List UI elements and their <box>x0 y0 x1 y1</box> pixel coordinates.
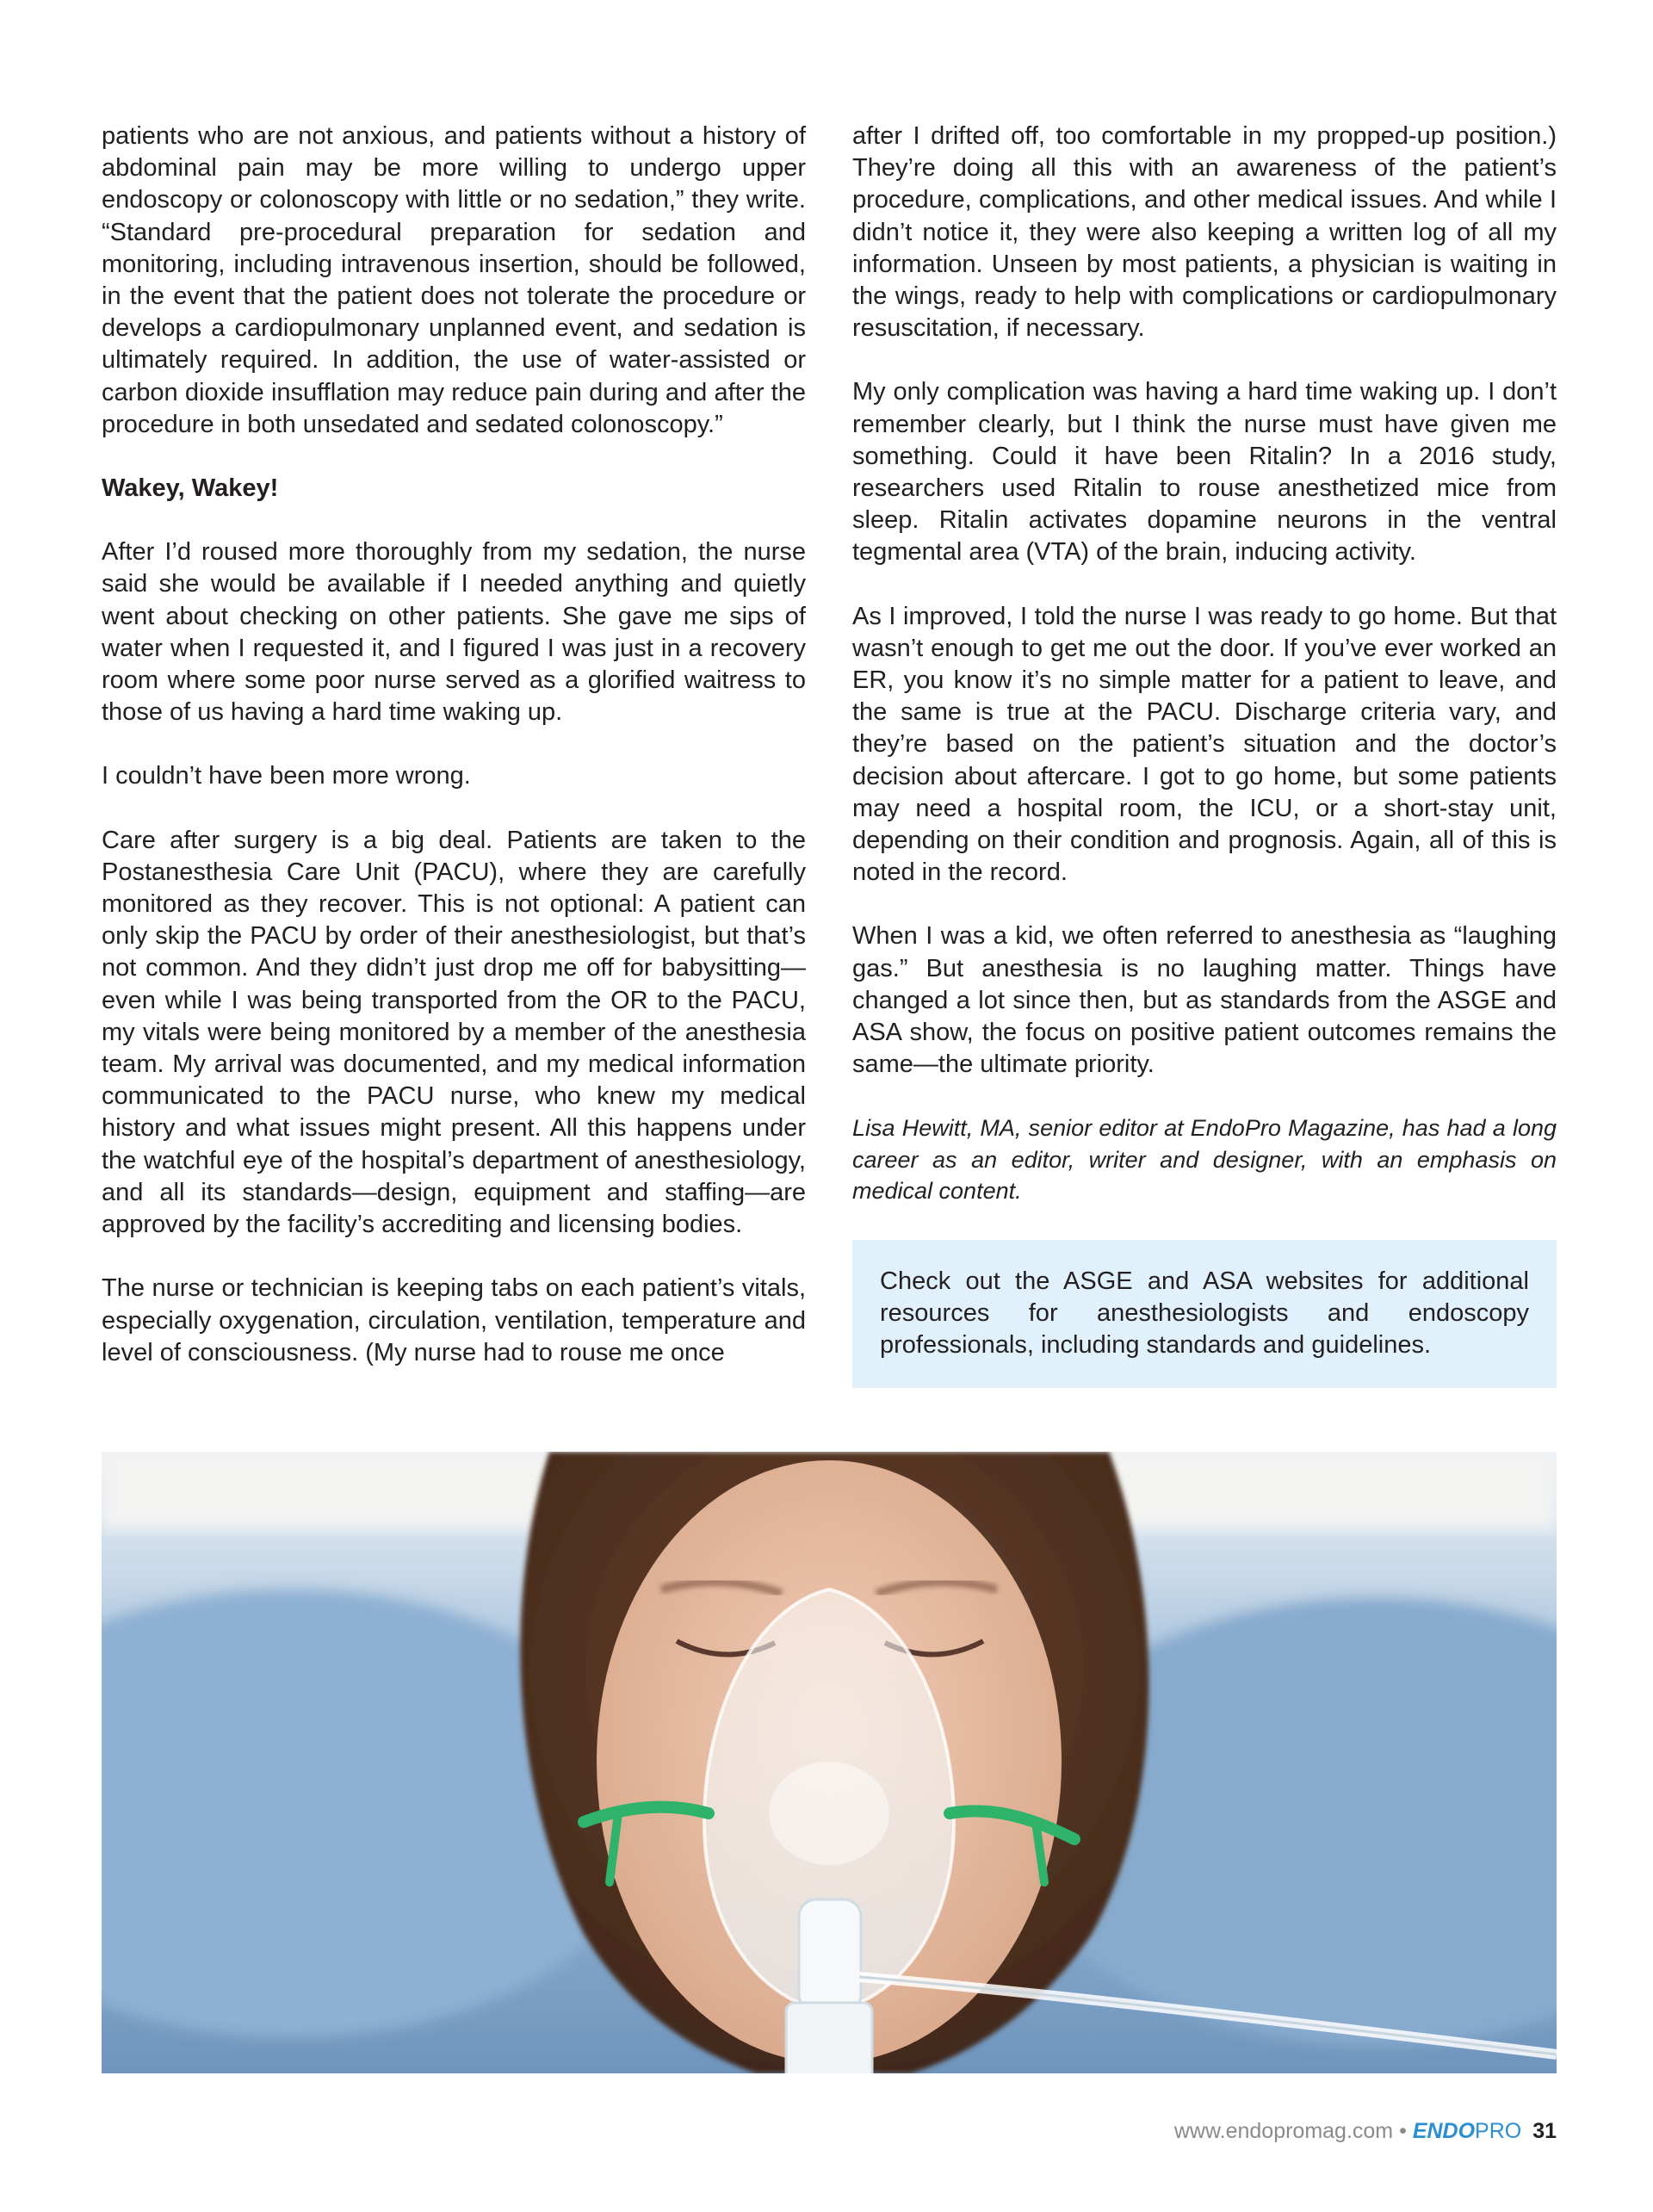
body-paragraph: after I drifted off, too comfortable in my propped-up position.) They’re doing all this with an awareness of the patient’s procedure, complications, and other medical issues. And while I didn’t notice it, they were also keeping a written log of all my information. Unseen by most patients, a physician is waiting in the wings, ready to help with complications or cardiopulmonary resuscitation, if necessary. <box>852 122 1557 343</box>
page-footer <box>1174 2117 1557 2145</box>
brand-logo-endo: ENDO <box>1412 2119 1476 2143</box>
right-column <box>852 121 1557 1239</box>
body-paragraph: As I improved, I told the nurse I was ready to go home. But that wasn’t enough to get me out the door. If you’ve ever worked an ER, you know it’s no simple matter for a patient to leave, and the same is true at the PACU. Discharge criteria vary, and they’re based on the patient’s situation and the doctor’s decision about aftercare. I got to go home, but some patients may need a hospital room, the ICU, or a short-stay unit, depending on their condition and prognosis. Again, all of this is noted in the record. <box>852 602 1557 887</box>
left-column <box>102 121 806 1401</box>
patient-oxygen-mask-photo <box>102 1452 1557 2073</box>
body-paragraph: I couldn’t have been more wrong. <box>102 762 471 790</box>
body-paragraph: The nurse or technician is keeping tabs on each patient’s vitals, especially oxygenation, circulation, ventilation, temperature and level of consciousness. (My nurse had to rouse me once <box>102 1274 806 1366</box>
resources-callout-box <box>852 1240 1557 1388</box>
footer-separator: • <box>1399 2119 1407 2143</box>
body-paragraph: After I’d roused more thoroughly from my sedation, the nurse said she would be available if I needed anything and quietly went about checking on other patients. She gave me sips of water when I requested it, and I figured I was just in a recovery room where some poor nurse served as a glorified waitress to those of us having a hard time waking up. <box>102 538 806 727</box>
footer-url: www.endopromag.com <box>1173 2119 1394 2143</box>
section-subhead: Wakey, Wakey! <box>102 474 279 503</box>
body-paragraph: Care after surgery is a big deal. Patients are taken to the Postanesthesia Care Unit (PACU), where they are carefully monitored as they recover. This is not optional: A patient can only skip the PACU by order of their anesthesiologist, but that’s not common. And they didn’t just drop me off for babysitting—even while I was being transported from the OR to the PACU, my vitals were being monitored by a member of the anesthesia team. My arrival was documented, and my medical information communicated to the PACU nurse, who knew my medical history and what issues might present. All this happens under the watchful eye of the hospital’s department of anesthesiology, and all its standards—design, equipment and staffing—are approved by the facility’s accrediting and licensing bodies. <box>102 826 806 1239</box>
body-paragraph: When I was a kid, we often referred to anesthesia as “laughing gas.” But anesthesia is no laughing matter. Things have changed a lot since then, but as standards from the ASGE and ASA show, the focus on positive patient outcomes remains the same—the ultimate priority. <box>852 922 1557 1079</box>
callout-text: Check out the ASGE and ASA websites for additional resources for anesthesiologists and endoscopy professionals, including standards and guidelines. <box>880 1267 1529 1360</box>
author-byline: Lisa Hewitt, MA, senior editor at EndoPro Magazine, has had a long career as an editor, writer and designer, with an emphasis on medical content. <box>852 1115 1557 1205</box>
body-paragraph: My only complication was having a hard time waking up. I don’t remember clearly, but I think the nurse must have given me something. Could it have been Ritalin? In a 2016 study, researchers used Ritalin to rouse anesthetized mice from sleep. Ritalin activates dopamine neurons in the ventral tegmental area (VTA) of the brain, inducing activity. <box>852 378 1557 567</box>
brand-logo-pro: PRO <box>1475 2119 1522 2143</box>
page-number: 31 <box>1532 2119 1557 2143</box>
body-paragraph: patients who are not anxious, and patients without a history of abdominal pain may be more willing to undergo upper endoscopy or colonoscopy with little or no sedation,” they write. “Standard pre-procedural preparation for sedation and monitoring, including intravenous insertion, should be followed, in the event that the patient does not tolerate the procedure or develops a cardiopulmonary unplanned event, and sedation is ultimately required. In addition, the use of water-assisted or carbon dioxide insufflation may reduce pain during and after the procedure in both unsedated and sedated colonoscopy.” <box>102 122 806 438</box>
